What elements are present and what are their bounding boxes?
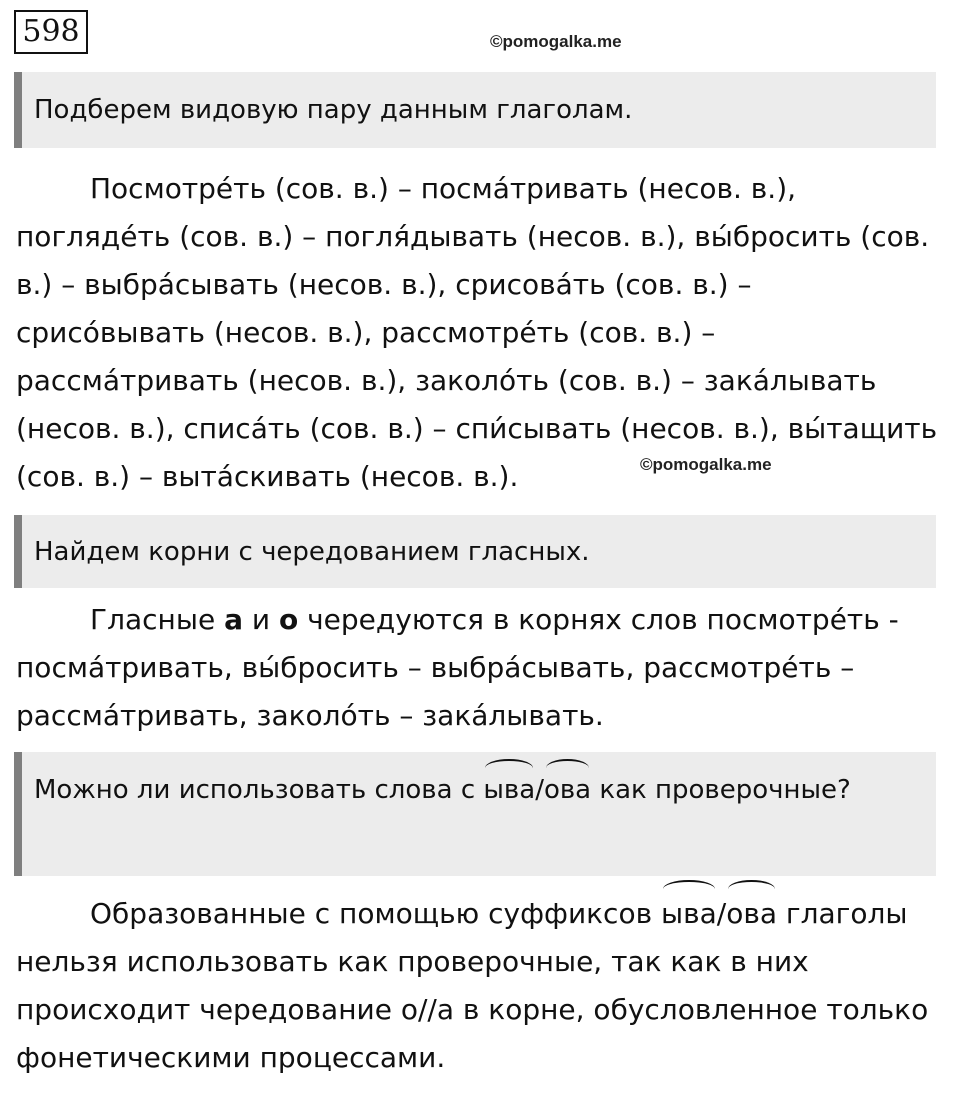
paragraph-aspect-pairs: [16, 165, 946, 501]
paragraph-roots: [16, 596, 946, 740]
heading-3-start: Можно ли использовать слова с: [34, 775, 484, 805]
paragraph-3-end: глаголы нельзя использовать как проверочные, так как в них происходит чередование о//а в корне, обусловленное только фонетическими процессами.: [16, 897, 929, 1074]
heading-3-end: как проверочные?: [591, 775, 851, 805]
section-heading-3: [14, 752, 936, 876]
suffix-yva: ыва: [483, 769, 535, 811]
paragraph-2-end: чередуются в корнях слов посмотре́ть - посма́тривать, вы́бросить – выбра́сывать, рассмотре́ть – рассма́тривать, заколо́ть – зака́лывать.: [16, 603, 899, 732]
task-number: 598: [14, 10, 88, 54]
paragraph-2-and: и: [242, 603, 279, 636]
paragraph-1-text: Посмотре́ть (сов. в.) – посма́тривать (несов. в.), погляде́ть (сов. в.) – погля́дывать (несов. в.), вы́бросить (сов. в.) – выбра́сывать (несов. в.), срисова́ть (сов. в.) – срисо́вывать (несов. в.), рассмотре́ть (сов. в.) – рассма́тривать (несов. в.), заколо́ть (сов. в.) – зака́лывать (несов. в.), списа́ть (сов. в.) – спи́сывать (несов. в.), вы́тащить (сов. в.) – выта́скивать (несов. в.).: [16, 172, 938, 493]
vowel-a: а: [224, 603, 243, 636]
watermark-top: ©pomogalka.me: [490, 32, 622, 51]
vowel-o: о: [278, 603, 299, 636]
heading-1-text: Подберем видовую пару данным глаголам.: [34, 95, 633, 125]
section-heading-1: [14, 72, 936, 148]
paragraph-2-start: Гласные: [90, 603, 225, 636]
watermark-middle: ©pomogalka.me: [640, 455, 772, 474]
paragraph-3-slash: /: [716, 897, 727, 930]
suffix-ova-2: ова: [726, 890, 777, 938]
heading-3-slash: /: [535, 775, 544, 805]
suffix-ova: ова: [544, 769, 591, 811]
paragraph-3-start: Образованные с помощью суффиксов: [90, 897, 661, 930]
section-heading-2: [14, 515, 936, 588]
suffix-yva-2: ыва: [661, 890, 717, 938]
paragraph-conclusion: [16, 890, 946, 1082]
heading-2-text: Найдем корни с чередованием гласных.: [34, 537, 590, 567]
